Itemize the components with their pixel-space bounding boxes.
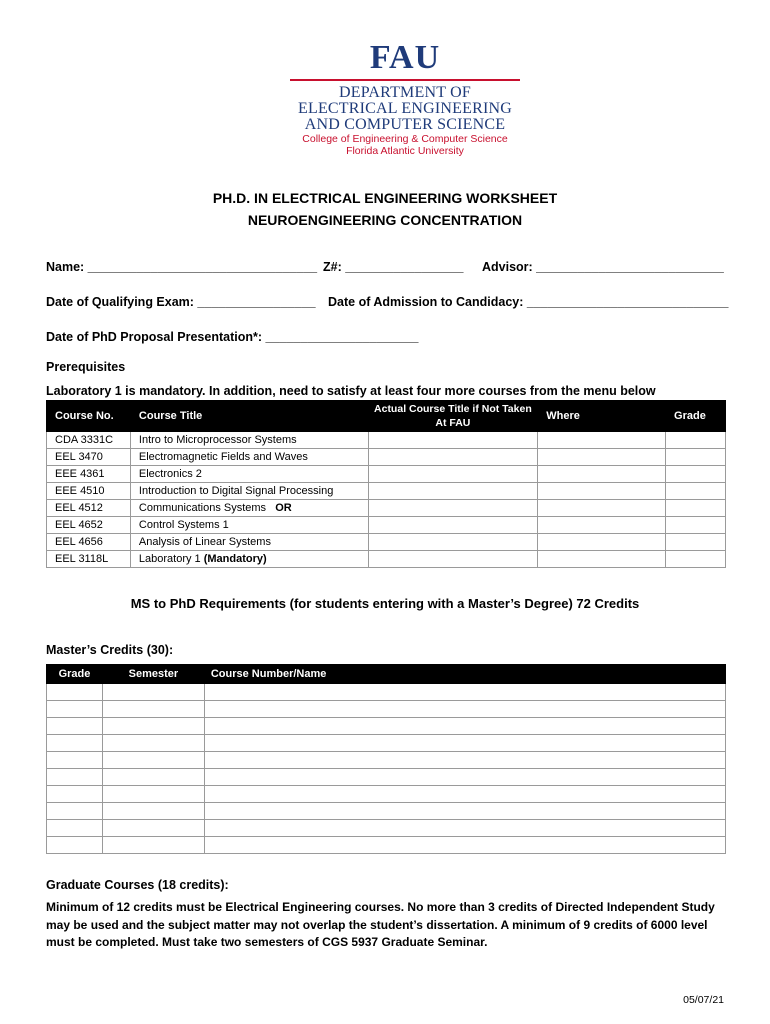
actual-title-cell[interactable] xyxy=(368,534,538,551)
where-cell[interactable] xyxy=(538,483,666,500)
actual-title-cell[interactable] xyxy=(368,517,538,534)
table-row xyxy=(47,466,726,483)
logo-dept-line1: DEPARTMENT OF xyxy=(339,84,471,101)
table-row xyxy=(47,803,726,820)
course-no: EEL 3118L xyxy=(47,551,131,568)
grade-cell[interactable] xyxy=(666,534,726,551)
course-suffix: (Mandatory) xyxy=(203,553,267,565)
grade-cell[interactable] xyxy=(666,432,726,449)
col-semester: Semester xyxy=(102,665,204,684)
course-cell[interactable] xyxy=(204,786,725,803)
course-cell[interactable] xyxy=(204,769,725,786)
masters-credits-table xyxy=(46,664,726,854)
course-no: EEL 4512 xyxy=(47,500,131,517)
logo-college: College of Engineering & Computer Science xyxy=(302,133,508,145)
course-cell[interactable] xyxy=(204,718,725,735)
where-cell[interactable] xyxy=(538,500,666,517)
semester-cell[interactable] xyxy=(102,718,204,735)
prerequisites-table xyxy=(46,400,726,568)
grade-cell[interactable] xyxy=(47,735,103,752)
grade-cell[interactable] xyxy=(47,803,103,820)
actual-title-cell[interactable] xyxy=(368,466,538,483)
course-title: Analysis of Linear Systems xyxy=(130,534,368,551)
grade-cell[interactable] xyxy=(666,517,726,534)
semester-cell[interactable] xyxy=(102,803,204,820)
grade-cell[interactable] xyxy=(666,449,726,466)
where-cell[interactable] xyxy=(538,466,666,483)
candidacy-date-field[interactable]: Date of Admission to Candidacy: _____________________________ xyxy=(328,295,729,309)
table-row xyxy=(47,786,726,803)
prerequisites-note: Laboratory 1 is mandatory. In addition, need to satisfy at least four more courses from the menu below xyxy=(46,384,656,398)
masters-credits-label: Master’s Credits (30): xyxy=(46,643,174,657)
grade-cell[interactable] xyxy=(47,718,103,735)
col-grade: Grade xyxy=(47,665,103,684)
actual-title-cell[interactable] xyxy=(368,551,538,568)
semester-cell[interactable] xyxy=(102,684,204,701)
table-header-row xyxy=(47,401,726,432)
table-header-row xyxy=(47,665,726,684)
course-cell[interactable] xyxy=(204,684,725,701)
course-cell[interactable] xyxy=(204,820,725,837)
grade-cell[interactable] xyxy=(666,500,726,517)
table-row xyxy=(47,432,726,449)
grade-cell[interactable] xyxy=(47,684,103,701)
table-row xyxy=(47,837,726,854)
ms-to-phd-heading: MS to PhD Requirements (for students entering with a Master’s Degree) 72 Credits xyxy=(130,596,640,611)
course-cell[interactable] xyxy=(204,837,725,854)
actual-title-cell[interactable] xyxy=(368,449,538,466)
grade-cell[interactable] xyxy=(47,752,103,769)
advisor-field[interactable]: Advisor: ___________________________ xyxy=(482,260,724,274)
actual-title-cell[interactable] xyxy=(368,500,538,517)
actual-title-cell[interactable] xyxy=(368,483,538,500)
course-title: Control Systems 1 xyxy=(130,517,368,534)
logo-dept-line2: ELECTRICAL ENGINEERING xyxy=(298,100,512,117)
table-row xyxy=(47,735,726,752)
course-title: Laboratory 1 xyxy=(138,553,201,565)
graduate-courses-label: Graduate Courses (18 credits): xyxy=(46,878,229,892)
worksheet-title: PH.D. IN ELECTRICAL ENGINEERING WORKSHEET xyxy=(212,190,558,206)
grade-cell[interactable] xyxy=(666,483,726,500)
graduate-courses-text: Minimum of 12 credits must be Electrical Engineering courses. No more than 3 credits of Directed Independent Study may be used and the subject matter may not overlap the student’s dissertation. A minimum of 9 credits of 6000 level must be completed. Must take two semesters of CGS 5937 Graduate Seminar. xyxy=(46,900,715,949)
semester-cell[interactable] xyxy=(102,769,204,786)
semester-cell[interactable] xyxy=(102,735,204,752)
course-cell[interactable] xyxy=(204,735,725,752)
course-title: Intro to Microprocessor Systems xyxy=(130,432,368,449)
course-no: EEL 3470 xyxy=(47,449,131,466)
course-cell[interactable] xyxy=(204,803,725,820)
course-cell[interactable] xyxy=(204,752,725,769)
course-title-with-suffix xyxy=(130,551,368,568)
course-title: Communications Systems xyxy=(138,502,267,514)
qualifying-exam-date-field[interactable]: Date of Qualifying Exam: _________________ xyxy=(46,295,316,309)
semester-cell[interactable] xyxy=(102,701,204,718)
grade-cell[interactable] xyxy=(47,837,103,854)
course-title: Electromagnetic Fields and Waves xyxy=(130,449,368,466)
col-where: Where xyxy=(538,401,666,432)
table-row xyxy=(47,551,726,568)
where-cell[interactable] xyxy=(538,449,666,466)
table-row xyxy=(47,684,726,701)
logo-dept-line3: AND COMPUTER SCIENCE xyxy=(304,116,506,133)
semester-cell[interactable] xyxy=(102,786,204,803)
z-number-field[interactable]: Z#: _________________ xyxy=(323,260,464,274)
table-row xyxy=(47,752,726,769)
logo-fau-wordmark: FAU xyxy=(369,39,441,76)
col-course-title: Course Title xyxy=(130,401,368,432)
course-no: EEL 4656 xyxy=(47,534,131,551)
grade-cell[interactable] xyxy=(666,551,726,568)
course-title: Introduction to Digital Signal Processing xyxy=(130,483,368,500)
table-row xyxy=(47,500,726,517)
grade-cell[interactable] xyxy=(47,769,103,786)
semester-cell[interactable] xyxy=(102,820,204,837)
semester-cell[interactable] xyxy=(102,752,204,769)
col-actual-title: Actual Course Title if Not Taken At FAU xyxy=(368,401,538,432)
col-course-number-name: Course Number/Name xyxy=(204,665,725,684)
table-row xyxy=(47,820,726,837)
course-no: EEE 4361 xyxy=(47,466,131,483)
table-row xyxy=(47,483,726,500)
course-no: EEL 4652 xyxy=(47,517,131,534)
table-row xyxy=(47,718,726,735)
table-row xyxy=(47,769,726,786)
concentration-title: NEUROENGINEERING CONCENTRATION xyxy=(247,212,523,228)
logo-divider xyxy=(290,79,520,81)
table-row xyxy=(47,517,726,534)
table-row xyxy=(47,449,726,466)
actual-title-cell[interactable] xyxy=(368,432,538,449)
course-no: CDA 3331C xyxy=(47,432,131,449)
name-field[interactable]: Name: _________________________________ xyxy=(46,260,318,274)
grade-cell[interactable] xyxy=(47,820,103,837)
course-title: Electronics 2 xyxy=(130,466,368,483)
proposal-date-field[interactable]: Date of PhD Proposal Presentation*: ______________________ xyxy=(46,330,419,344)
table-row xyxy=(47,534,726,551)
semester-cell[interactable] xyxy=(102,837,204,854)
where-cell[interactable] xyxy=(538,517,666,534)
course-no: EEE 4510 xyxy=(47,483,131,500)
where-cell[interactable] xyxy=(538,432,666,449)
course-cell[interactable] xyxy=(204,701,725,718)
grade-cell[interactable] xyxy=(47,701,103,718)
grade-cell[interactable] xyxy=(47,786,103,803)
revision-date: 05/07/21 xyxy=(683,994,724,1006)
table-row xyxy=(47,701,726,718)
where-cell[interactable] xyxy=(538,551,666,568)
prerequisites-heading: Prerequisites xyxy=(46,360,126,374)
course-title-with-suffix xyxy=(130,500,368,517)
col-grade: Grade xyxy=(666,401,726,432)
grade-cell[interactable] xyxy=(666,466,726,483)
where-cell[interactable] xyxy=(538,534,666,551)
course-suffix: OR xyxy=(275,502,292,514)
fau-department-logo xyxy=(290,40,520,157)
col-course-no: Course No. xyxy=(47,401,131,432)
logo-university: Florida Atlantic University xyxy=(346,145,464,157)
